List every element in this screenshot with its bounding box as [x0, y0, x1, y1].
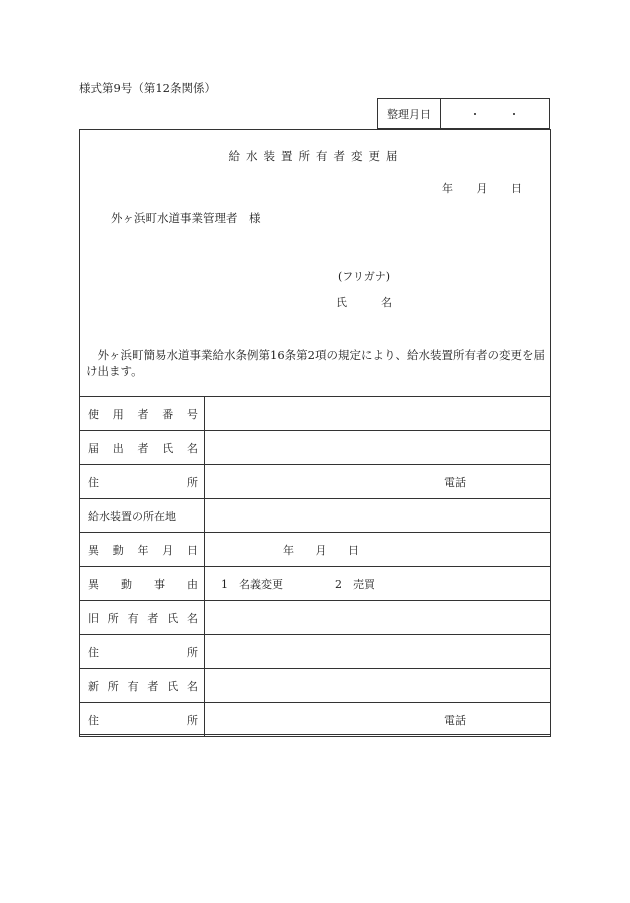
applicant-name-label: 氏名 [336, 296, 426, 309]
label-char: 給水装置の所在地 [88, 509, 176, 523]
processing-date-box [377, 98, 550, 129]
reason-option-name-change: 1 名義変更 [221, 577, 283, 591]
field-label-user-number [80, 397, 205, 431]
label-char: 名 [186, 679, 198, 693]
label-char: 異 [88, 577, 99, 591]
field-label-change-date [80, 533, 205, 567]
fields-table [79, 396, 551, 737]
field-value-change-reason[interactable] [205, 567, 551, 601]
label-char: 年 [137, 543, 149, 557]
field-label-text [88, 644, 198, 660]
submission-date[interactable]: 年 月 日 [442, 182, 522, 195]
field-label-text [88, 508, 198, 524]
field-label-text [88, 542, 198, 558]
field-value-new-owner-name[interactable] [205, 669, 551, 703]
field-label-applicant-name [80, 431, 205, 465]
field-label-old-owner-address [80, 635, 205, 669]
label-char: 出 [112, 441, 124, 455]
field-row-new-owner-address [80, 703, 551, 737]
label-char: 名 [187, 441, 198, 455]
field-label-new-owner-address [80, 703, 205, 737]
label-char: 所 [107, 679, 119, 693]
processing-date-label: 整理月日 [378, 99, 441, 128]
label-char: 号 [187, 407, 198, 421]
field-value-applicant-name[interactable] [205, 431, 551, 465]
label-char: 月 [162, 543, 174, 557]
form-title: 給水装置所有者変更届 [228, 149, 404, 163]
field-value-new-owner-address[interactable] [205, 703, 551, 737]
field-row-old-owner-address [80, 635, 551, 669]
label-char: 日 [187, 543, 198, 557]
label-char: 異 [88, 543, 99, 557]
label-char: 所 [187, 645, 198, 659]
label-char: 者 [147, 611, 159, 625]
label-char: 氏 [167, 679, 179, 693]
label-char: 動 [121, 577, 132, 591]
field-value-address[interactable] [205, 465, 551, 499]
label-char: 届 [88, 441, 99, 455]
field-row-old-owner-name [80, 601, 551, 635]
label-char: 動 [112, 543, 124, 557]
phone-label: 電話 [444, 713, 466, 727]
field-label-text [88, 474, 198, 490]
field-value-old-owner-address[interactable] [205, 635, 551, 669]
label-char: 使 [88, 407, 99, 421]
label-char: 所 [187, 475, 198, 489]
label-char: 由 [187, 577, 198, 591]
date-placeholder: 年 月 日 [283, 543, 359, 557]
label-char: 住 [88, 475, 99, 489]
field-value-change-date[interactable] [205, 533, 551, 567]
label-char: 住 [88, 645, 99, 659]
field-label-change-reason [80, 567, 205, 601]
field-label-supply-location [80, 499, 205, 533]
label-char: 番 [162, 407, 174, 421]
field-row-change-date [80, 533, 551, 567]
label-char: 新 [88, 679, 99, 693]
label-char: 住 [88, 713, 99, 727]
field-value-old-owner-name[interactable] [205, 601, 551, 635]
field-label-text [88, 712, 198, 728]
phone-label: 電話 [444, 475, 466, 489]
notification-form [79, 129, 551, 735]
label-char: 所 [187, 713, 198, 727]
field-label-text [88, 576, 198, 592]
label-char: 者 [147, 679, 159, 693]
statement-text: 外ヶ浜町簡易水道事業給水条例第16条第2項の規定により、給水装置所有者の変更を届け出ます。 [86, 348, 545, 378]
field-row-change-reason [80, 567, 551, 601]
field-label-text [88, 406, 198, 422]
field-label-address [80, 465, 205, 499]
label-char: 氏 [162, 441, 174, 455]
furigana-label: (フリガナ) [338, 270, 391, 283]
field-value-user-number[interactable] [205, 397, 551, 431]
field-label-text [88, 678, 198, 694]
label-char: 用 [112, 407, 124, 421]
field-label-text [88, 610, 198, 626]
field-value-supply-location[interactable] [205, 499, 551, 533]
field-row-supply-location [80, 499, 551, 533]
processing-date-field[interactable]: ・・ [469, 107, 548, 121]
label-char: 氏 [167, 611, 179, 625]
field-row-user-number [80, 397, 551, 431]
field-row-new-owner-name [80, 669, 551, 703]
form-id: 様式第9号（第12条関係） [79, 81, 216, 95]
field-label-old-owner-name [80, 601, 205, 635]
label-char: 者 [137, 441, 149, 455]
label-char: 名 [186, 611, 198, 625]
field-label-text [88, 440, 198, 456]
label-char: 旧 [88, 611, 99, 625]
field-row-address [80, 465, 551, 499]
reason-option-sale: 2 売買 [335, 577, 375, 591]
label-char: 事 [154, 577, 165, 591]
label-char: 有 [127, 679, 139, 693]
field-row-applicant-name [80, 431, 551, 465]
field-label-new-owner-name [80, 669, 205, 703]
label-char: 有 [127, 611, 139, 625]
label-char: 所 [107, 611, 119, 625]
label-char: 者 [137, 407, 149, 421]
addressee: 外ヶ浜町水道事業管理者 様 [111, 211, 261, 225]
